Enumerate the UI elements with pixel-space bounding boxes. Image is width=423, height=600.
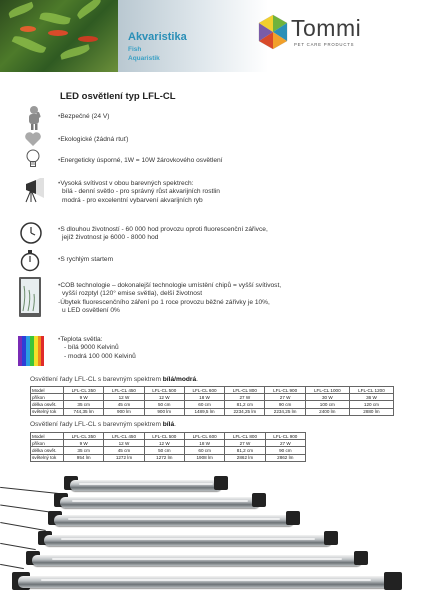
table1-cell: 744,35 lm [64,408,104,415]
brand-logo-icon [257,14,289,50]
table2-row [31,447,306,454]
table1-cell: 1489,5 lm [184,408,224,415]
table1-row [31,401,394,408]
feature-color-temp: •Teplota světla: - bílá 9000 Kelvinů - modrá 100 000 Kelvinů [58,336,136,360]
table1-cell: LFL-CL 450 [104,387,144,394]
table1-cell: 900 lm [104,408,144,415]
table1-cell: 12 W [144,394,184,401]
table2-cell: 90 cm [265,447,305,454]
table2-row-label: příkon [31,440,64,447]
table2-cell: LFL-CL 900 [265,433,305,440]
table2-cell: 18 W [184,440,224,447]
table1-cell: 18 W [184,394,224,401]
spec-table-white-blue [30,386,394,416]
section-subtitle-de: Aquaristik [128,55,160,62]
table2-cell: 50 cm [144,447,184,454]
table1-cell: 2880 lm [349,408,393,415]
feature-cob: •COB technologie – dokonalejší technologie umístění chipů = vyšší svítivost, vyšší rozptyl (120° emise světla), delší životnost -Úbytek fluorescenčního záření po 1 roce provozu běžné zářivky je 10%, u LED osvětlení 0% [58,282,282,315]
table1-row-label: světelný tok [31,408,64,415]
table2-cell: 1272 lm [104,454,144,461]
table1-cell: 9 W [64,394,104,401]
brand-name: Tommi [291,15,362,41]
table1-cell: 27 W [225,394,265,401]
aquarium-photo [0,0,118,72]
section-title: Akvaristika [128,31,187,43]
thumbs-up-icon [24,104,44,130]
table2-cell: 1908 lm [184,454,224,461]
table2-cell: 60 cm [184,447,224,454]
table1-cell: LFL-CL 900 [265,387,305,394]
table1-cell: 50 cm [144,401,184,408]
table1-cell: 2234,25 lm [225,408,265,415]
table2-cell: 954 lm [64,454,104,461]
table2-cell: LFL-CL 450 [104,433,144,440]
table2-caption: Osvětlení řady LFL-CL s barevným spektrem bílá. [30,421,176,428]
table2-cell: LFL-CL 800 [225,433,265,440]
document-title: LED osvětlení typ LFL-CL [60,91,176,102]
table1-row [31,387,394,394]
color-spectrum-icon [18,336,44,366]
table2-cell: 12 W [104,440,144,447]
feature-eco: •Ekologické (žádná rtuť) [58,136,129,143]
table2-cell: 2862 lm [265,454,305,461]
table2-cell: LFL-CL 500 [144,433,184,440]
table1-cell: 27 W [265,394,305,401]
section-subtitle-en: Fish [128,46,142,53]
table2-row [31,440,306,447]
table1-cell: 90 cm [265,401,305,408]
table1-row-label: délka osvět. [31,401,64,408]
table1-cell: 81,2 cm [225,401,265,408]
table1-cell: LFL-CL 600 [184,387,224,394]
table2-cell: 9 W [64,440,104,447]
table1-cell: 12 W [104,394,144,401]
spotlight-icon [22,178,44,204]
stopwatch-icon [20,250,40,272]
table2-cell: LFL-CL 600 [184,433,224,440]
brand-tagline: PET CARE PRODUCTS [294,42,355,47]
table2-cell: LFL-CL 350 [64,433,104,440]
feature-safe: •Bezpečné (24 V) [58,113,110,120]
feature-energy: •Energeticky úsporné, 1W = 10W žárovkového osvětlení [58,157,223,164]
table2-cell: 81,2 cm [225,447,265,454]
table2-cell: 12 W [144,440,184,447]
table2-cell: 1272 lm [144,454,184,461]
table1-cell: 900 lm [144,408,184,415]
table1-cell: LFL-CL 500 [144,387,184,394]
clock-icon [20,222,42,244]
table2-row [31,454,306,461]
table2-cell: 2862 lm [225,454,265,461]
table1-cell: 100 cm [305,401,349,408]
table1-cell: 2400 lm [305,408,349,415]
table2-cell: 35 cm [64,447,104,454]
table2-row-label: Model [31,433,64,440]
feature-brightness: •Vysoká svítivost v obou barevných spektrech: bílá - denní světlo - pro správný růst akvarijních rostlin modrá - pro excelentní vybarvení akvarijních ryb [58,180,220,204]
table1-row-label: příkon [31,394,64,401]
table1-cell: 60 cm [184,401,224,408]
feature-quick-start: •S rychlým startem [58,256,114,263]
table2-row [31,433,306,440]
table1-cell: 2234,25 lm [265,408,305,415]
header [0,0,423,72]
table1-cell: 120 cm [349,401,393,408]
table1-cell: 35 cm [64,401,104,408]
light-bulb-icon [26,149,40,169]
table1-caption: Osvětlení řady LFL-CL s barevným spektrem bílá/modrá. [30,376,198,383]
table1-cell: 36 W [349,394,393,401]
feature-lifetime: •S dlouhou životností - 60 000 hod provozu oproti fluorescenční zářivce, jejíž životnost je 6000 - 8000 hod [58,226,268,242]
table2-row-label: délka osvět. [31,447,64,454]
aquarium-icon [18,276,42,318]
table1-cell: LFL-CL 1200 [349,387,393,394]
table1-cell: 30 W [305,394,349,401]
table1-cell: LFL-CL 800 [225,387,265,394]
table1-cell: 45 cm [104,401,144,408]
table2-cell: 45 cm [104,447,144,454]
table2-row-label: světelný tok [31,454,64,461]
table1-row [31,394,394,401]
table2-cell: 27 W [265,440,305,447]
table1-cell: LFL-CL 350 [64,387,104,394]
spec-table-white [30,432,306,462]
heart-icon [24,131,42,147]
table1-row-label: Model [31,387,64,394]
table1-row [31,408,394,415]
table2-cell: 27 W [225,440,265,447]
table1-cell: LFL-CL 1000 [305,387,349,394]
